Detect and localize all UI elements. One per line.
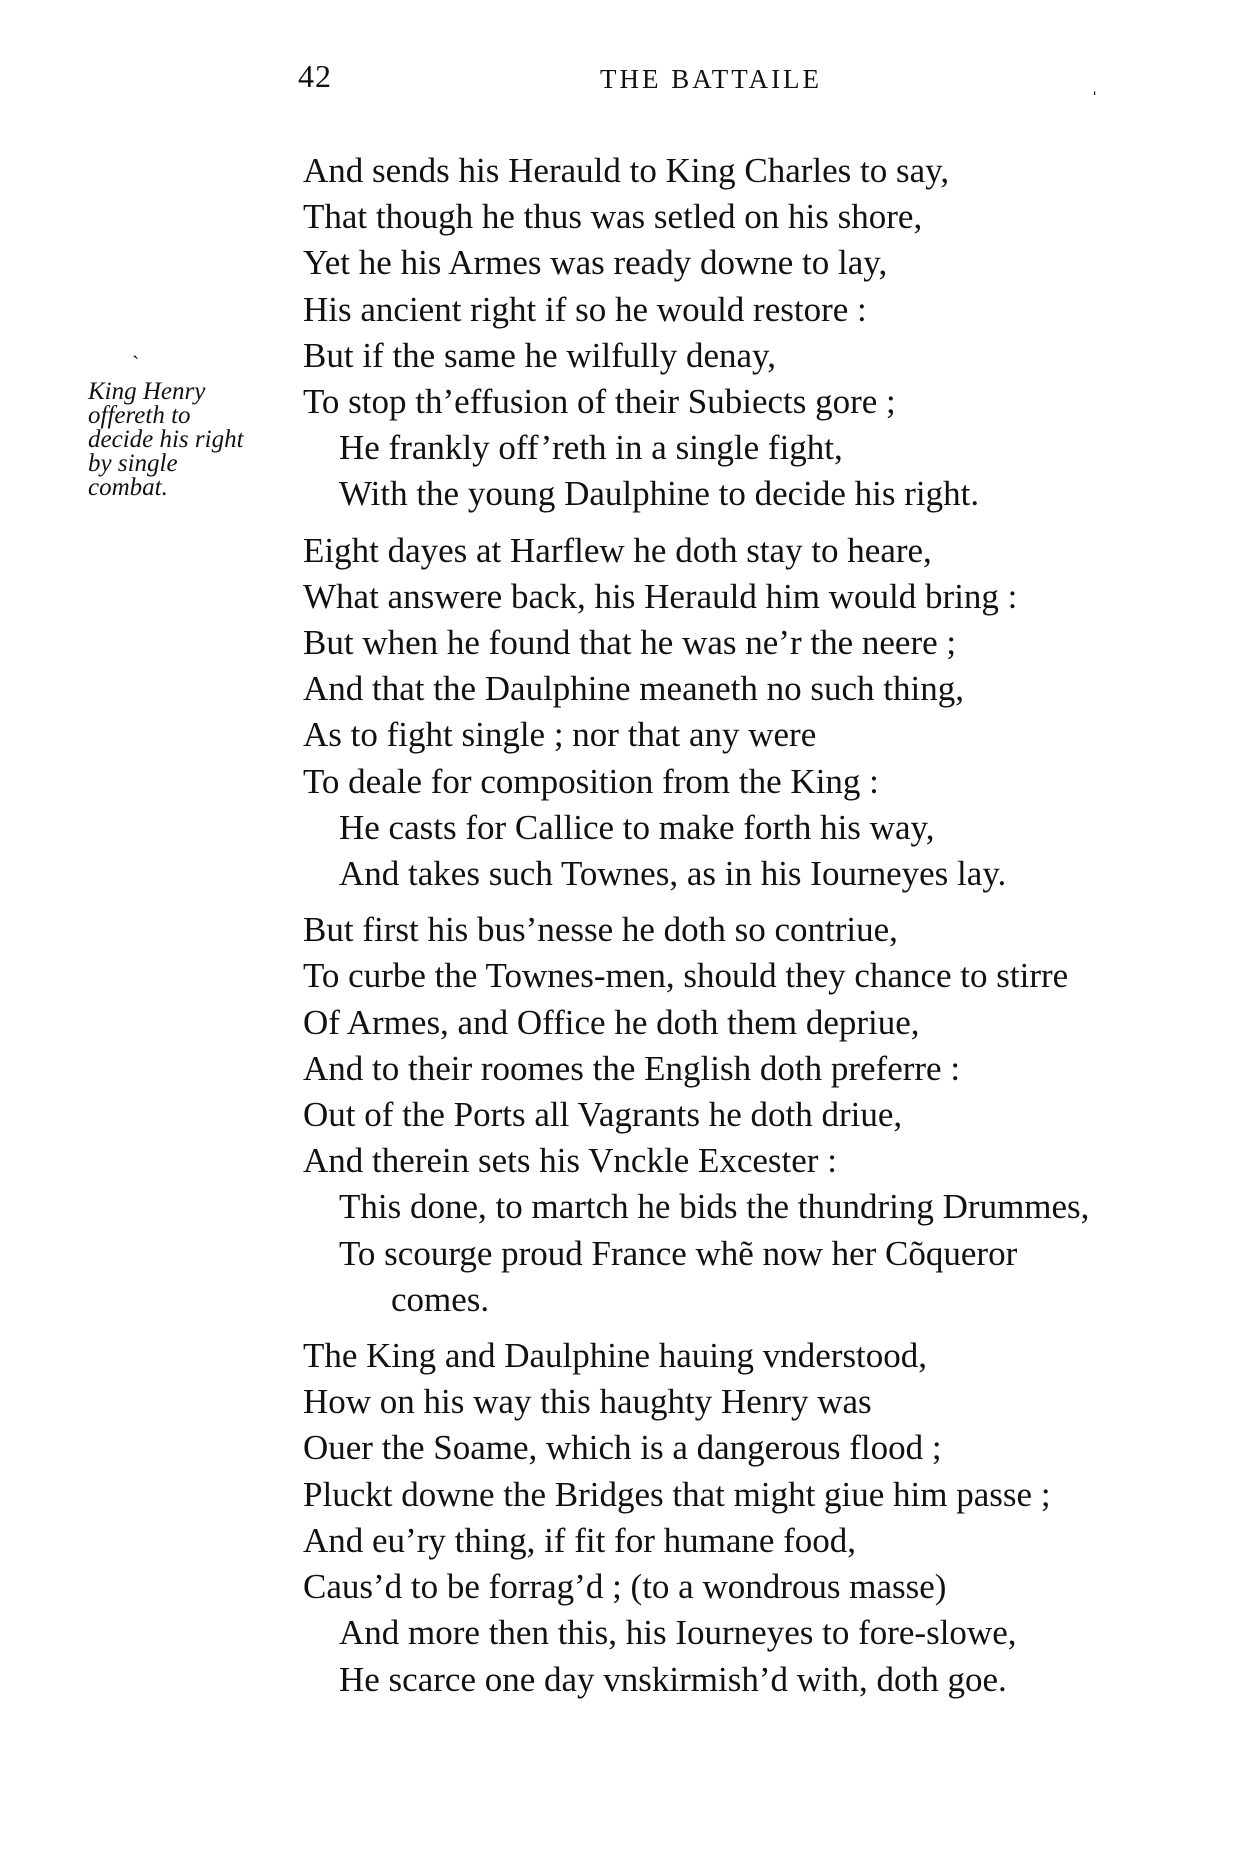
verse-line: He frankly off’reth in a single fight,: [339, 428, 843, 468]
stanza: [303, 528, 1223, 898]
verse-line: Of Armes, and Office he doth them depriue,: [303, 1002, 920, 1042]
verse-line: How on his way this haughty Henry was: [303, 1382, 872, 1422]
verse-line: But when he found that he was ne’r the neere ;: [303, 623, 957, 663]
verse-line: Pluckt downe the Bridges that might giue him passe ;: [303, 1474, 1051, 1514]
marginal-note-line: decide his right: [88, 426, 244, 453]
verse-line: And takes such Townes, as in his Iourneyes lay.: [339, 854, 1007, 894]
verse-line: Ouer the Soame, which is a dangerous flood ;: [303, 1428, 942, 1468]
verse-line: And eu’ry thing, if fit for humane food,: [303, 1520, 857, 1560]
verse-line: What answere back, his Herauld him would bring :: [303, 576, 1018, 616]
verse-line: That though he thus was setled on his shore,: [303, 197, 923, 237]
page-header: [298, 58, 1158, 108]
verse-line: And sends his Herauld to King Charles to say,: [303, 151, 950, 190]
verse-line: His ancient right if so he would restore :: [303, 289, 867, 329]
poem-body: [303, 148, 1223, 1713]
verse-line: To curbe the Townes-men, should they chance to stirre: [303, 956, 1069, 996]
verse-line: Out of the Ports all Vagrants he doth driue,: [303, 1095, 903, 1135]
running-title: THE BATTAILE: [600, 64, 823, 94]
verse-line: As to fight single ; nor that any were: [303, 715, 817, 755]
verse-line: To stop th’effusion of their Subiects gore ;: [303, 382, 896, 422]
verse-line: But first his bus’nesse he doth so contriue,: [303, 910, 898, 950]
verse-line: With the young Daulphine to decide his right.: [339, 474, 980, 514]
verse-line: But if the same he wilfully denay,: [303, 335, 777, 375]
verse-line: He casts for Callice to make forth his way,: [339, 807, 935, 847]
marginal-note: [88, 380, 308, 500]
marginal-note-line: combat.: [88, 474, 168, 501]
verse-line: Eight dayes at Harflew he doth stay to heare,: [303, 530, 932, 570]
marginal-note-line: by single: [88, 450, 178, 477]
verse-line: To scourge proud France whẽ now her Cõqueror: [339, 1233, 1018, 1273]
stanza: [303, 148, 1223, 518]
verse-line: The King and Daulphine hauing vnderstood,: [303, 1336, 928, 1376]
verse-line: And therein sets his Vnckle Excester :: [303, 1141, 837, 1181]
header-ink-mark: ˌ: [1091, 70, 1099, 95]
marginal-note-line: offereth to: [88, 402, 191, 429]
verse-line: He scarce one day vnskirmish’d with, doth goe.: [339, 1659, 1007, 1699]
verse-line: comes.: [391, 1279, 490, 1319]
verse-line: And more then this, his Iourneyes to fore-slowe,: [339, 1613, 1017, 1653]
stanza: [303, 907, 1223, 1323]
verse-line: And to their roomes the English doth preferre :: [303, 1048, 961, 1088]
stanza: [303, 1333, 1223, 1703]
verse-line: Caus’d to be forrag’d ; (to a wondrous masse): [303, 1567, 947, 1607]
verse-line: To deale for composition from the King :: [303, 761, 879, 801]
marginal-note-line: King Henry: [88, 378, 206, 405]
verse-line: Yet he his Armes was ready downe to lay,: [303, 243, 888, 283]
page-number: 42: [298, 58, 332, 94]
verse-line: This done, to martch he bids the thundring Drummes,: [339, 1187, 1090, 1227]
margin-ink-mark: ˎ: [132, 334, 140, 359]
verse-line: And that the Daulphine meaneth no such thing,: [303, 669, 964, 709]
